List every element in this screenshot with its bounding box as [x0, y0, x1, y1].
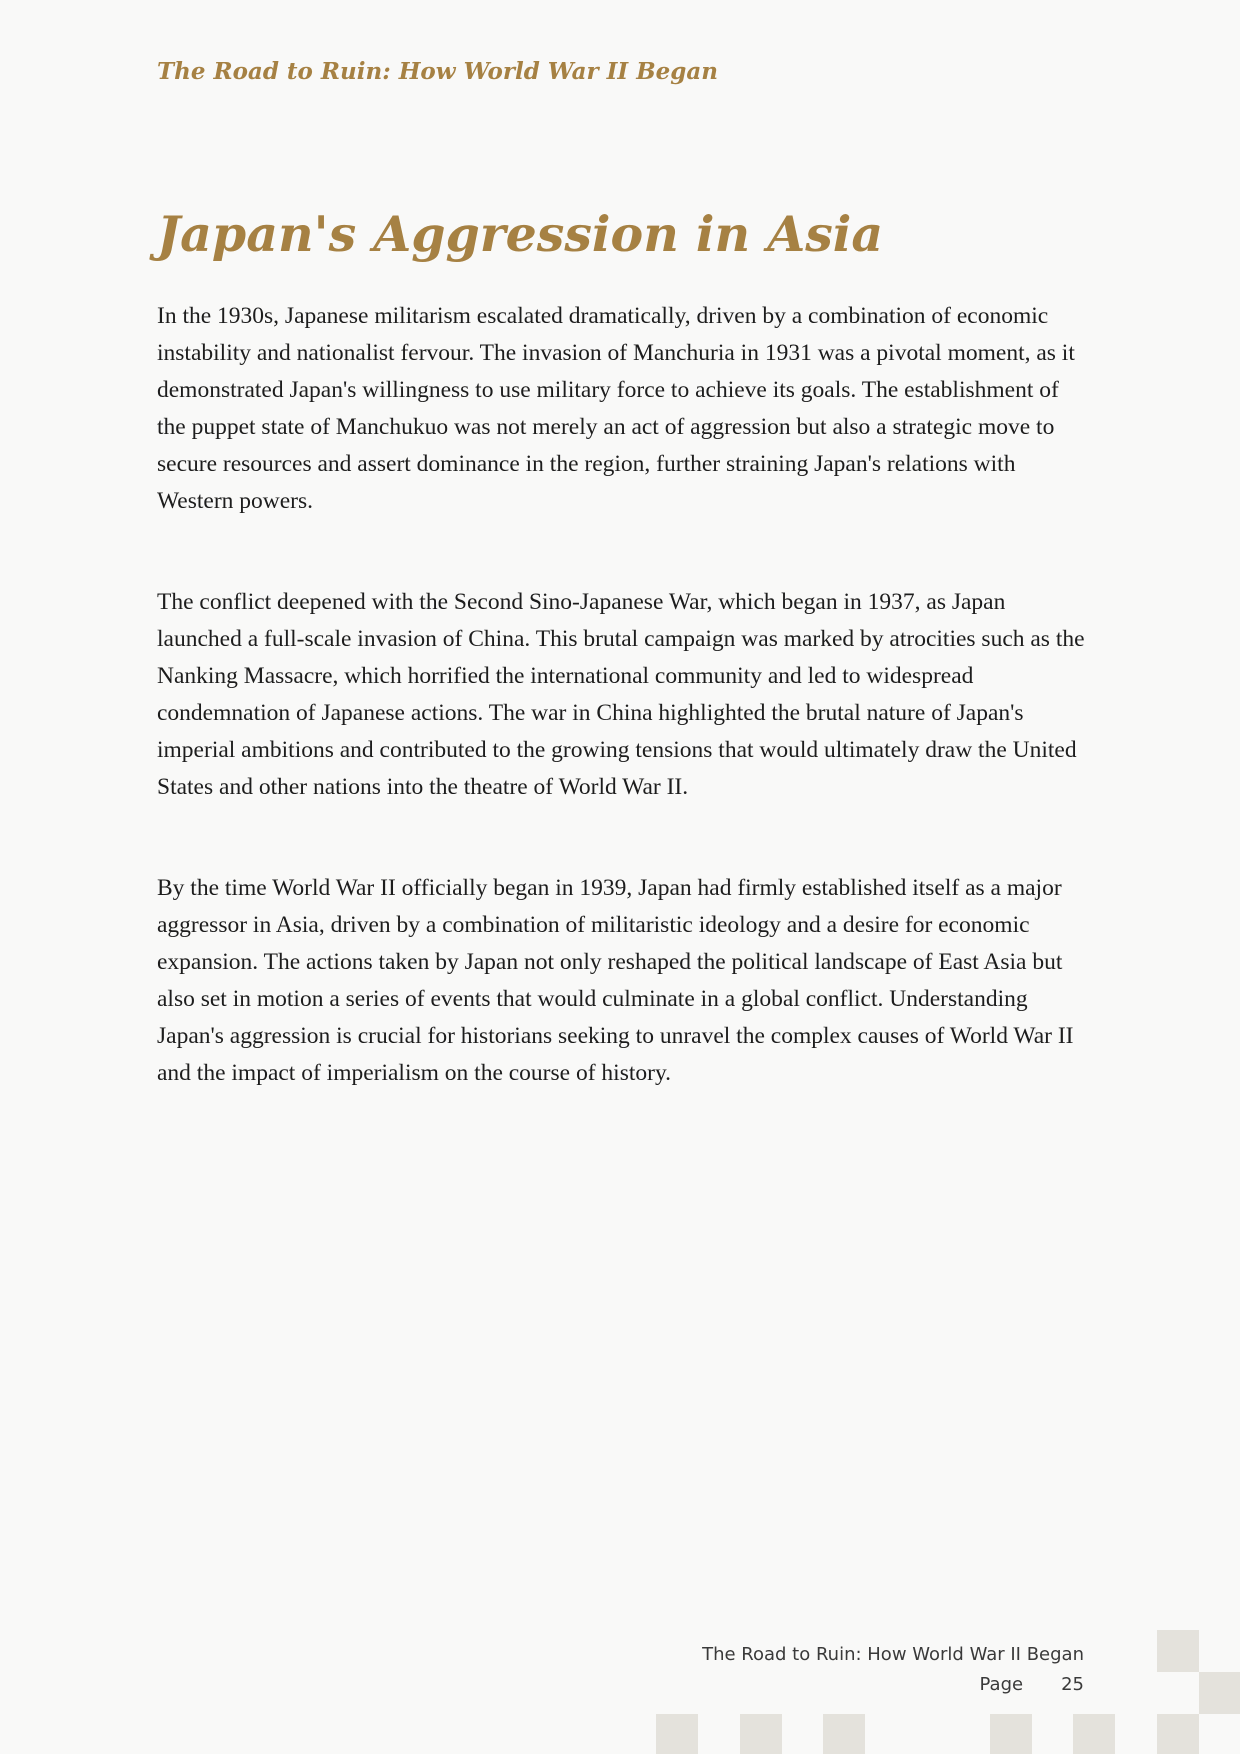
page-footer: [702, 1640, 1084, 1700]
decorative-square: [990, 1714, 1032, 1754]
paragraph-1: In the 1930s, Japanese militarism escalated dramatically, driven by a combination of economic instability and nationalist fervour. The invasion of Manchuria in 1931 was a pivotal moment, as it demonstrated Japan's willingness to use military force to achieve its goals. The establishment of the puppet state of Manchukuo was not merely an act of aggression but also a strategic move to secure resources and assert dominance in the region, further straining Japan's relations with Western powers.: [157, 303, 1075, 514]
decorative-square: [823, 1714, 865, 1754]
paragraph-2: The conflict deepened with the Second Sino-Japanese War, which began in 1937, as Japan launched a full-scale invasion of China. This brutal campaign was marked by atrocities such as the Nanking Massacre, which horrified the international community and led to widespread condemnation of Japanese actions. The war in China highlighted the brutal nature of Japan's imperial ambitions and contributed to the growing tensions that would ultimately draw the United States and other nations into the theatre of World War II.: [157, 589, 1085, 800]
chapter-title: Japan's Aggression in Asia: [157, 205, 884, 263]
decorative-square: [1157, 1630, 1199, 1672]
page-number: 25: [1061, 1674, 1084, 1695]
decorative-square: [1199, 1672, 1240, 1714]
decorative-square: [740, 1714, 782, 1754]
running-header: The Road to Ruin: How World War II Began: [157, 58, 718, 85]
body-text: [157, 298, 1087, 1156]
page-label: Page: [979, 1674, 1024, 1695]
footer-book-title: The Road to Ruin: How World War II Began: [702, 1644, 1084, 1665]
paragraph-3: By the time World War II officially began in 1939, Japan had firmly established itself as a major aggressor in Asia, driven by a combination of militaristic ideology and a desire for economic expansion. The actions taken by Japan not only reshaped the political landscape of East Asia but also set in motion a series of events that would culminate in a global conflict. Understanding Japan's aggression is crucial for historians seeking to unravel the complex causes of World War II and the impact of imperialism on the course of history.: [157, 875, 1074, 1086]
footer-page-line: [702, 1670, 1084, 1700]
decorative-square: [1073, 1714, 1115, 1754]
decorative-square: [1157, 1714, 1199, 1754]
decorative-square: [656, 1714, 698, 1754]
